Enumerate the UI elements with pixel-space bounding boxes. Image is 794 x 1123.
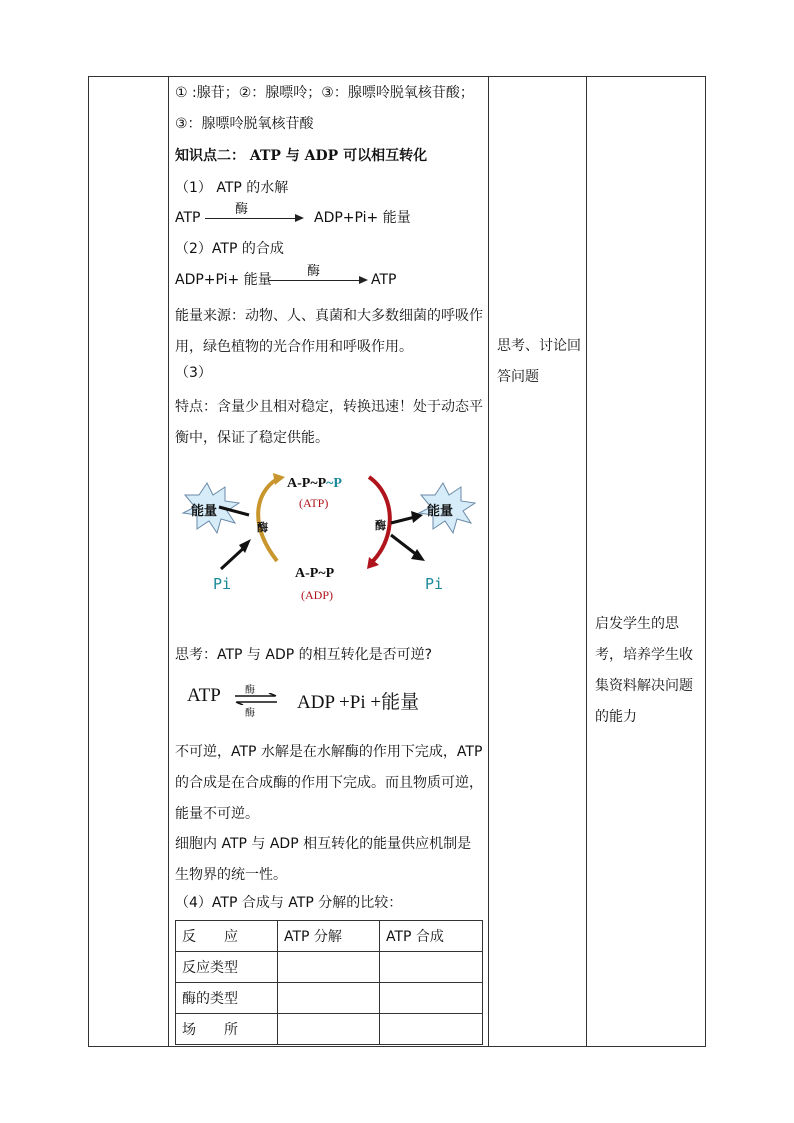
hydrolysis-arrowhead: [295, 214, 304, 222]
table-cell: [380, 952, 483, 983]
pi-left-text: Pi: [213, 575, 232, 593]
energy-out-arrow: [391, 517, 415, 523]
table-row: [176, 1014, 483, 1045]
feature-heading: （3）: [175, 365, 212, 381]
equation-enzyme-top: 酶: [245, 685, 255, 696]
atp-arc-arrow: [258, 479, 277, 561]
synthesis-arrow: [269, 280, 361, 281]
table-cell: ATP 合成: [380, 921, 483, 952]
table-cell: [380, 983, 483, 1014]
atp-label: (ATP): [299, 496, 329, 510]
think-question: 思考：ATP 与 ADP 的相互转化是否可逆?: [175, 647, 433, 663]
adp-label: (ADP): [301, 588, 333, 602]
pi-out-arrow: [391, 535, 417, 555]
hydrolysis-heading: （1） ATP 的水解: [175, 180, 289, 196]
irreversible-explanation: 不可逆，ATP 水解是在水解酶的作用下完成，ATP 的合成是在合成酶的作用下完成。而且物质可逆，能量不可逆。: [175, 744, 483, 822]
comparison-heading: （4）ATP 合成与 ATP 分解的比较：: [175, 895, 403, 911]
table-cell: ATP 分解: [278, 921, 380, 952]
enzyme-right-text: 酶: [375, 519, 386, 532]
equation-reversible-arrows: [233, 693, 279, 705]
equation-enzyme-bottom: 酶: [245, 708, 255, 719]
pi-right-text: Pi: [425, 575, 444, 593]
table-cell: 反 应: [176, 921, 278, 952]
table-cell: 场 所: [176, 1014, 278, 1045]
table-cell: [380, 1014, 483, 1045]
column-divider: [586, 77, 587, 1046]
table-cell: 酶的类型: [176, 983, 278, 1014]
table-cell: 反应类型: [176, 952, 278, 983]
table-row: [176, 952, 483, 983]
synthesis-arrowhead: [359, 276, 368, 284]
table-cell: [278, 1014, 380, 1045]
energy-right-text: 能量: [427, 504, 454, 519]
table-row: [176, 921, 483, 952]
table-cell: [278, 983, 380, 1014]
answer-line-2: ③：腺嘌呤脱氧核苷酸: [175, 116, 314, 132]
lesson-table: [88, 76, 706, 1047]
adp-formula: A-P~P: [295, 566, 335, 581]
answer-line-1: ① :腺苷；②：腺嘌呤；③：腺嘌呤脱氧核苷酸；: [175, 85, 474, 101]
energy-left-text: 能量: [191, 504, 218, 519]
table-row: [176, 983, 483, 1014]
equation-left: ATP: [187, 685, 221, 706]
atp-arc-arrowhead: [273, 473, 285, 485]
energy-source-text: 能量来源：动物、人、真菌和大多数细菌的呼吸作用，绿色植物的光合作用和呼吸作用。: [175, 308, 483, 355]
hydrolysis-arrow: [205, 218, 297, 219]
synthesis-product: ATP: [371, 272, 397, 288]
hydrolysis-products: ADP+Pi+ 能量: [314, 210, 411, 226]
synthesis-heading: （2）ATP 的合成: [175, 241, 284, 257]
atp-formula: A-P~P~P: [287, 476, 342, 491]
knowledge-point-heading: 知识点二： ATP 与 ADP 可以相互转化: [175, 148, 428, 164]
hydrolysis-enzyme-label: 酶: [235, 202, 249, 217]
synthesis-reactants: ADP+Pi+ 能量: [175, 272, 272, 288]
hydrolysis-reactant: ATP: [175, 210, 201, 226]
synthesis-enzyme-label: 酶: [307, 264, 321, 279]
design-intent-text: 启发学生的思考，培养学生收集资料解决问题的能力: [595, 616, 693, 725]
comparison-table: [175, 920, 483, 1045]
student-activity-text: 思考、讨论回答问题: [497, 338, 581, 385]
table-cell: [278, 952, 380, 983]
equation-right: ADP +Pi +能量: [297, 692, 420, 713]
atp-adp-cycle-diagram: [169, 465, 489, 605]
feature-text: 特点：含量少且相对稳定，转换迅速！处于动态平衡中，保证了稳定供能。: [175, 399, 483, 446]
unity-statement: 细胞内 ATP 与 ADP 相互转化的能量供应机制是生物界的统一性。: [175, 836, 472, 883]
enzyme-left-text: 酶: [257, 521, 268, 534]
